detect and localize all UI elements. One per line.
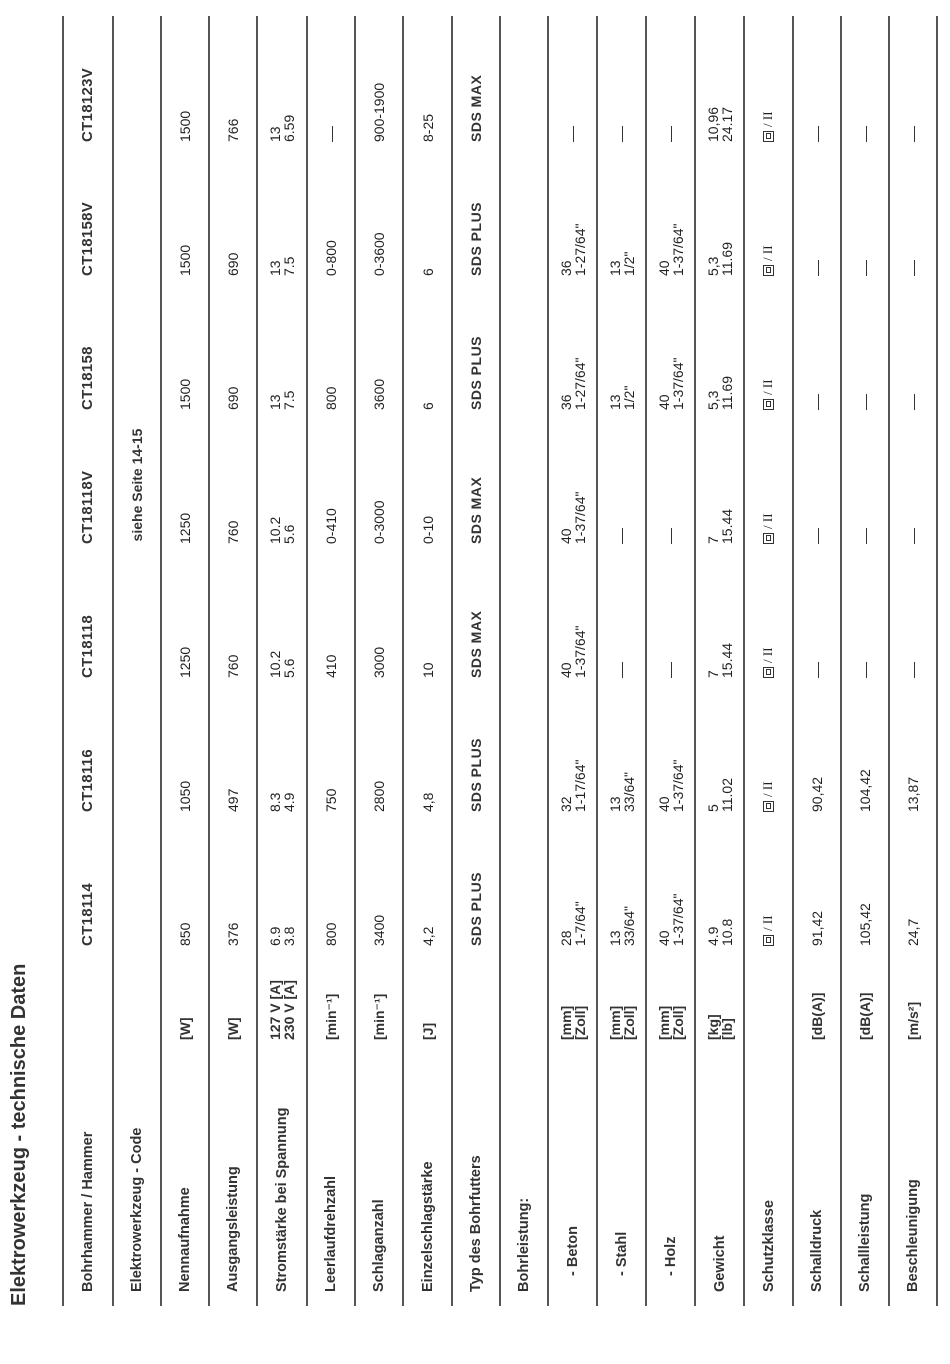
value-cell: 13,87 (889, 686, 937, 820)
value-cell (646, 820, 695, 954)
value-line: 40 (655, 260, 672, 276)
empty-cell (500, 686, 548, 820)
value-line: 1-37/64" (669, 893, 686, 946)
row-label: Schutzklasse (744, 1048, 793, 1306)
value-cell (889, 16, 937, 150)
value-cell (597, 552, 646, 686)
value-line: 5,3 (704, 390, 721, 410)
row-ausgangsleistung (209, 16, 257, 1306)
value-cell (841, 150, 889, 284)
value-line: 40 (655, 394, 672, 410)
value-cell (548, 150, 597, 284)
row-einzelschlag (403, 16, 452, 1306)
empty-cell (500, 150, 548, 284)
row-header (63, 16, 113, 1306)
value-line: 13 (267, 126, 283, 142)
dash-mark (866, 394, 867, 410)
value-line: 7 (704, 536, 721, 544)
value-line: 1-37/64" (669, 223, 686, 276)
unit-line: [mm] (606, 1005, 623, 1040)
value-cell (257, 686, 307, 820)
chuck-type: SDS PLUS (452, 150, 500, 284)
value-line: 13 (606, 260, 623, 276)
value-cell: 104,42 (841, 686, 889, 820)
protection-class (744, 16, 793, 150)
row-label: Einzelschlagstärke (403, 1048, 452, 1306)
protection-class-text: / II (760, 915, 776, 931)
unit-label (597, 954, 646, 1048)
unit-line: [Zoll] (571, 1005, 588, 1040)
protection-class-text: / II (760, 781, 776, 797)
value-cell (597, 16, 646, 150)
protection-class-text: / II (760, 379, 776, 395)
double-insulation-icon (763, 533, 774, 544)
row-code (113, 16, 161, 1306)
value-cell (841, 16, 889, 150)
value-cell: 4,2 (403, 820, 452, 954)
value-line: 1-37/64" (571, 625, 588, 678)
row-label: Gewicht (695, 1048, 744, 1306)
value-cell: 410 (307, 552, 355, 686)
row-label: Stromstärke bei Spannung (257, 1048, 307, 1306)
value-cell: 760 (209, 418, 257, 552)
chuck-type: SDS PLUS (452, 820, 500, 954)
value-cell (889, 418, 937, 552)
empty-cell (500, 552, 548, 686)
value-cell (257, 16, 307, 150)
value-cell: 690 (209, 284, 257, 418)
double-insulation-icon (763, 667, 774, 678)
value-line: 40 (557, 662, 574, 678)
dash-mark (818, 394, 819, 410)
unit-line: [mm] (557, 1005, 574, 1040)
value-cell (695, 284, 744, 418)
row-bohrfutter (452, 16, 500, 1306)
unit-label: [W] (161, 954, 209, 1048)
value-cell (841, 418, 889, 552)
value-line: 8.3 (267, 792, 283, 812)
value-cell (793, 552, 841, 686)
row-label: - Holz (646, 1048, 695, 1306)
value-cell: 850 (161, 820, 209, 954)
row-label: Bohrhammer / Hammer (63, 1048, 113, 1306)
value-cell: 1500 (161, 284, 209, 418)
value-cell: 6 (403, 150, 452, 284)
value-cell: 1250 (161, 418, 209, 552)
model-header: CT18116 (63, 686, 113, 820)
unit-line: [lb] (718, 1018, 735, 1040)
value-line: 33/64" (620, 905, 637, 946)
value-cell: 2800 (355, 686, 403, 820)
dash-mark (914, 126, 915, 142)
value-cell (646, 418, 695, 552)
protection-class (744, 552, 793, 686)
row-label: Schalldruck (793, 1048, 841, 1306)
section-label: Bohrleistung: (500, 1048, 548, 1306)
value-cell: 10 (403, 552, 452, 686)
value-cell (889, 150, 937, 284)
double-insulation-icon (763, 935, 774, 946)
value-cell (257, 820, 307, 954)
unit-label: [dB(A)] (793, 954, 841, 1048)
value-cell: 4,8 (403, 686, 452, 820)
value-cell: 105,42 (841, 820, 889, 954)
model-header: CT18114 (63, 820, 113, 954)
value-cell: 690 (209, 150, 257, 284)
value-cell (597, 150, 646, 284)
value-line: 1-27/64" (571, 223, 588, 276)
dash-mark (818, 126, 819, 142)
page-title: Elektrowerkzeug - technische Daten (8, 963, 30, 1306)
protection-class (744, 820, 793, 954)
value-line: 5,3 (704, 256, 721, 276)
value-line: 33/64" (620, 771, 637, 812)
value-line: 32 (557, 796, 574, 812)
row-label: - Beton (548, 1048, 597, 1306)
value-line: 7.5 (281, 390, 297, 410)
value-line: 1-37/64" (669, 759, 686, 812)
row-beton (548, 16, 597, 1306)
value-line: 36 (557, 394, 574, 410)
protection-class (744, 284, 793, 418)
value-cell (695, 150, 744, 284)
unit-label (452, 954, 500, 1048)
value-cell (793, 284, 841, 418)
model-header: CT18118V (63, 418, 113, 552)
row-label: Elektrowerkzeug - Code (113, 1048, 161, 1306)
value-line: 10.2 (267, 516, 283, 544)
technical-data-table (62, 16, 938, 1306)
dash-mark (622, 528, 623, 544)
value-cell: 0-3000 (355, 418, 403, 552)
value-cell: 0-10 (403, 418, 452, 552)
value-cell (646, 552, 695, 686)
row-label: Ausgangsleistung (209, 1048, 257, 1306)
value-cell (646, 150, 695, 284)
value-line: 1-27/64" (571, 357, 588, 410)
dash-mark (671, 528, 672, 544)
value-cell: 376 (209, 820, 257, 954)
model-header: CT18123V (63, 16, 113, 150)
protection-class (744, 686, 793, 820)
unit-line: 127 V [A] (267, 980, 283, 1040)
value-cell (889, 284, 937, 418)
value-cell: 497 (209, 686, 257, 820)
value-line: 3.8 (281, 926, 297, 946)
dash-mark (573, 126, 574, 142)
value-line: 10,96 (704, 106, 721, 142)
value-line: 11.69 (718, 376, 735, 410)
value-cell: 1250 (161, 552, 209, 686)
value-line: 1-37/64" (669, 357, 686, 410)
chuck-type: SDS MAX (452, 552, 500, 686)
dash-mark (622, 126, 623, 142)
value-cell (597, 686, 646, 820)
value-line: 5 (704, 804, 721, 812)
value-line: 10.8 (718, 918, 735, 946)
value-cell (257, 284, 307, 418)
value-line: 1-17/64" (571, 759, 588, 812)
row-label: Typ des Bohrfutters (452, 1048, 500, 1306)
row-leerlauf (307, 16, 355, 1306)
double-insulation-icon (763, 131, 774, 142)
value-line: 13 (606, 394, 623, 410)
value-line: 7.5 (281, 256, 297, 276)
value-line: 10.2 (267, 650, 283, 678)
value-line: 11.02 (718, 778, 735, 812)
unit-label: [m/s²] (889, 954, 937, 1048)
value-cell: 800 (307, 284, 355, 418)
dash-mark (332, 126, 333, 142)
value-cell (695, 686, 744, 820)
row-stromstaerke (257, 16, 307, 1306)
value-cell: 1050 (161, 686, 209, 820)
protection-class-text: / II (760, 647, 776, 663)
protection-class-text: / II (760, 245, 776, 261)
row-beschleunigung (889, 16, 937, 1306)
value-cell (257, 150, 307, 284)
unit-label: [W] (209, 954, 257, 1048)
unit-line: [mm] (655, 1005, 672, 1040)
value-cell: 3400 (355, 820, 403, 954)
value-cell (646, 686, 695, 820)
protection-class (744, 150, 793, 284)
value-line: 7 (704, 670, 721, 678)
model-header: CT18118 (63, 552, 113, 686)
table-body (63, 16, 937, 1306)
row-label: - Stahl (597, 1048, 646, 1306)
row-schutzklasse (744, 16, 793, 1306)
value-line: 13 (606, 796, 623, 812)
dash-mark (866, 662, 867, 678)
value-cell (889, 552, 937, 686)
value-cell: 760 (209, 552, 257, 686)
row-schallleistung (841, 16, 889, 1306)
unit-label (646, 954, 695, 1048)
double-insulation-icon (763, 399, 774, 410)
unit-line: 230 V [A] (281, 980, 297, 1040)
dash-mark (622, 662, 623, 678)
row-nennaufnahme (161, 16, 209, 1306)
value-cell (597, 418, 646, 552)
value-cell: 0-3600 (355, 150, 403, 284)
value-cell (548, 686, 597, 820)
value-cell (548, 16, 597, 150)
value-cell: 1500 (161, 150, 209, 284)
row-holz (646, 16, 695, 1306)
value-cell: 90,42 (793, 686, 841, 820)
value-cell (695, 552, 744, 686)
value-cell (548, 418, 597, 552)
value-cell: 766 (209, 16, 257, 150)
value-cell (548, 820, 597, 954)
value-cell (646, 16, 695, 150)
value-line: 40 (655, 796, 672, 812)
model-header: CT18158 (63, 284, 113, 418)
value-cell (597, 284, 646, 418)
double-insulation-icon (763, 801, 774, 812)
value-cell (695, 418, 744, 552)
empty-cell (500, 16, 548, 150)
value-line: 4.9 (704, 926, 721, 946)
value-cell (841, 284, 889, 418)
value-cell: 91,42 (793, 820, 841, 954)
row-label: Leerlaufdrehzahl (307, 1048, 355, 1306)
value-cell (793, 150, 841, 284)
unit-label: [min⁻¹] (355, 954, 403, 1048)
value-line: 24.17 (718, 106, 735, 142)
chuck-type: SDS MAX (452, 16, 500, 150)
value-line: 1/2" (620, 251, 637, 276)
dash-mark (671, 126, 672, 142)
row-label: Beschleunigung (889, 1048, 937, 1306)
value-cell: 900-1900 (355, 16, 403, 150)
value-cell: 800 (307, 820, 355, 954)
chuck-type: SDS PLUS (452, 686, 500, 820)
value-line: 6.9 (267, 926, 283, 946)
value-cell: 24,7 (889, 820, 937, 954)
value-line: 5.6 (281, 524, 297, 544)
chuck-type: SDS MAX (452, 418, 500, 552)
value-cell (793, 418, 841, 552)
value-cell (548, 552, 597, 686)
unit-line: [kg] (704, 1014, 721, 1040)
value-line: 13 (267, 394, 283, 410)
protection-class-text: / II (760, 111, 776, 127)
row-bohrleistung (500, 16, 548, 1306)
chuck-type: SDS PLUS (452, 284, 500, 418)
double-insulation-icon (763, 265, 774, 276)
unit-label (257, 954, 307, 1048)
value-cell: 1500 (161, 16, 209, 150)
value-cell (257, 418, 307, 552)
value-line: 1/2" (620, 385, 637, 410)
dash-mark (818, 260, 819, 276)
value-cell (695, 820, 744, 954)
value-cell: 750 (307, 686, 355, 820)
value-cell: 6 (403, 284, 452, 418)
value-line: 6.59 (281, 114, 297, 142)
value-line: 11.69 (718, 242, 735, 276)
unit-label (548, 954, 597, 1048)
empty-cell (500, 954, 548, 1048)
unit-line: [Zoll] (620, 1005, 637, 1040)
unit-line: [Zoll] (669, 1005, 686, 1040)
empty-cell (500, 418, 548, 552)
value-line: 1-37/64" (571, 491, 588, 544)
model-header: CT18158V (63, 150, 113, 284)
value-cell: 3000 (355, 552, 403, 686)
code-reference: siehe Seite 14-15 (113, 16, 161, 954)
value-line: 40 (655, 930, 672, 946)
unit-label: [dB(A)] (841, 954, 889, 1048)
unit-label: [J] (403, 954, 452, 1048)
value-line: 5.6 (281, 658, 297, 678)
value-cell (548, 284, 597, 418)
dash-mark (914, 394, 915, 410)
value-line: 13 (267, 260, 283, 276)
value-cell (841, 552, 889, 686)
row-schalldruck (793, 16, 841, 1306)
value-line: 28 (557, 930, 574, 946)
empty-cell (500, 820, 548, 954)
value-line: 4.9 (281, 792, 297, 812)
row-stahl (597, 16, 646, 1306)
value-line: 40 (557, 528, 574, 544)
row-label: Nennaufnahme (161, 1048, 209, 1306)
value-cell (597, 820, 646, 954)
row-label: Schlaganzahl (355, 1048, 403, 1306)
row-label: Schallleistung (841, 1048, 889, 1306)
value-cell (695, 16, 744, 150)
dash-mark (866, 260, 867, 276)
value-line: 36 (557, 260, 574, 276)
protection-class (744, 418, 793, 552)
row-schlaganzahl (355, 16, 403, 1306)
dash-mark (914, 260, 915, 276)
value-cell: 0-800 (307, 150, 355, 284)
value-cell: 3600 (355, 284, 403, 418)
value-cell (646, 284, 695, 418)
dash-mark (866, 528, 867, 544)
dash-mark (914, 528, 915, 544)
dash-mark (818, 662, 819, 678)
unit-label (695, 954, 744, 1048)
unit-label (744, 954, 793, 1048)
value-cell (793, 16, 841, 150)
protection-class-text: / II (760, 513, 776, 529)
dash-mark (671, 662, 672, 678)
value-cell: 8-25 (403, 16, 452, 150)
unit-label: [min⁻¹] (307, 954, 355, 1048)
row-gewicht (695, 16, 744, 1306)
value-line: 15.44 (718, 508, 735, 544)
value-line: 15.44 (718, 642, 735, 678)
dash-mark (866, 126, 867, 142)
value-cell (307, 16, 355, 150)
value-line: 1-7/64" (571, 901, 588, 946)
value-cell (257, 552, 307, 686)
value-cell: 0-410 (307, 418, 355, 552)
empty-cell (500, 284, 548, 418)
dash-mark (818, 528, 819, 544)
dash-mark (914, 662, 915, 678)
value-line: 13 (606, 930, 623, 946)
